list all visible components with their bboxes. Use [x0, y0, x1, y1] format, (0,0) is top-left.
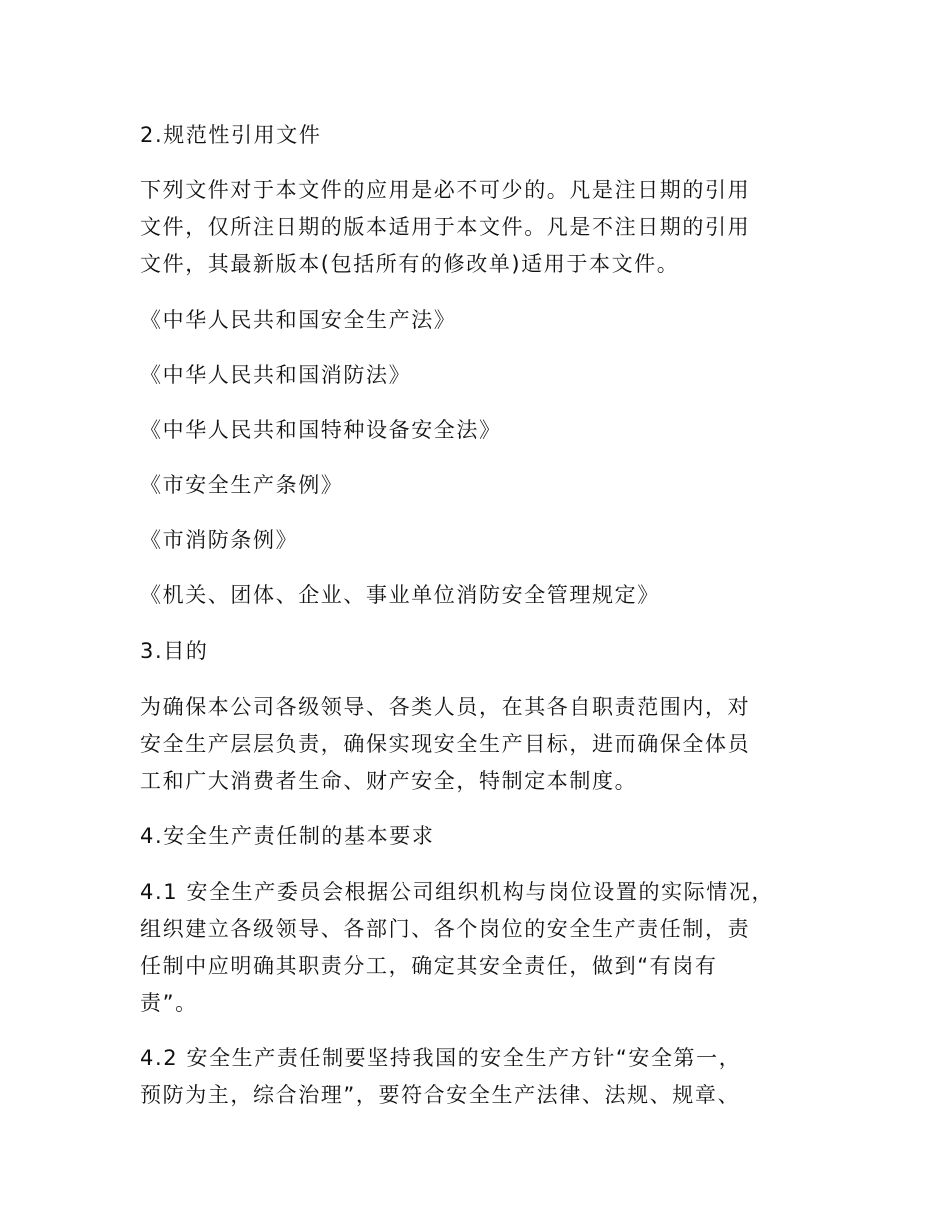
reference-item: 《中华人民共和国安全生产法》: [140, 308, 457, 332]
paragraph-line: 预防为主，综合治理”，要符合安全生产法律、法规、规章、: [140, 1083, 741, 1107]
paragraph-line: 组织建立各级领导、各部门、各个岗位的安全生产责任制，责: [140, 917, 751, 941]
paragraph-line: 4.1 安全生产委员会根据公司组织机构与岗位设置的实际情况，: [140, 880, 775, 904]
paragraph-line: 责”。: [140, 991, 198, 1015]
paragraph-line: 安全生产层层负责，确保实现安全生产目标，进而确保全体员: [140, 732, 751, 756]
reference-item: 《机关、团体、企业、事业单位消防安全管理规定》: [140, 583, 660, 607]
section-heading-3: 3.目的: [140, 639, 209, 663]
reference-item: 《市消防条例》: [140, 528, 299, 552]
section-heading-2: 2.规范性引用文件: [140, 123, 322, 147]
reference-item: 《中华人民共和国消防法》: [140, 363, 412, 387]
section-heading-4: 4.安全生产责任制的基本要求: [140, 824, 435, 848]
paragraph-line: 文件，仅所注日期的版本适用于本文件。凡是不注日期的引用: [140, 215, 751, 239]
paragraph-line: 为确保本公司各级领导、各类人员，在其各自职责范围内，对: [140, 695, 751, 719]
paragraph-line: 4.2 安全生产责任制要坚持我国的安全生产方针“安全第一，: [140, 1046, 742, 1070]
reference-item: 《中华人民共和国特种设备安全法》: [140, 418, 502, 442]
paragraph-line: 任制中应明确其职责分工，确定其安全责任，做到“有岗有: [140, 954, 718, 978]
paragraph-line: 文件，其最新版本(包括所有的修改单)适用于本文件。: [140, 252, 680, 276]
paragraph-line: 下列文件对于本文件的应用是必不可少的。凡是注日期的引用: [140, 178, 751, 202]
reference-item: 《市安全生产条例》: [140, 473, 344, 497]
paragraph-line: 工和广大消费者生命、财产安全，特制定本制度。: [140, 769, 638, 793]
